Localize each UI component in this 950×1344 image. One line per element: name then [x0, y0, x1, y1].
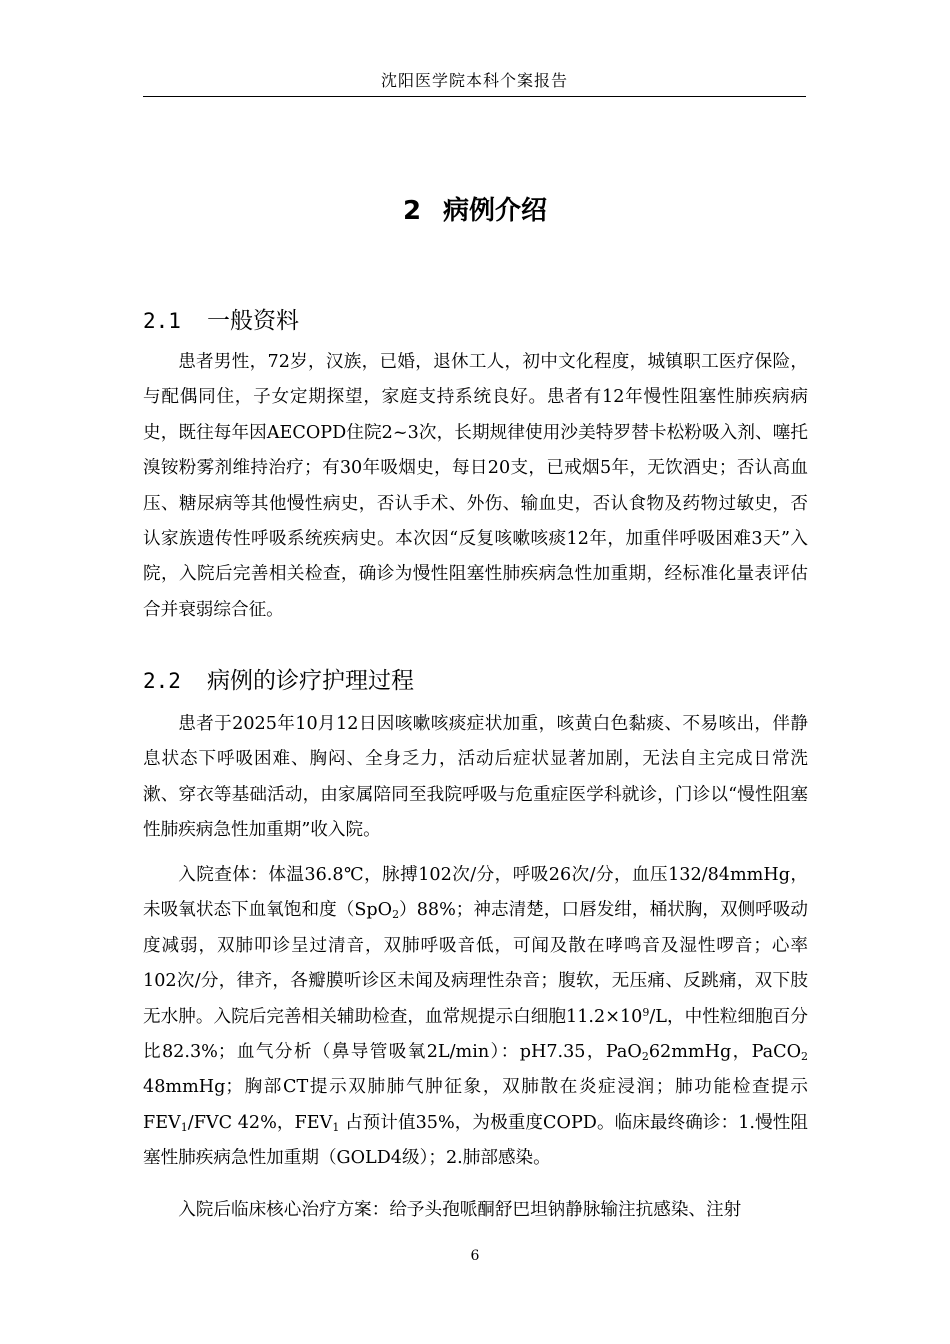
text-run: /L，中性粒细胞百分比82.3%；血气分析（鼻导管吸氧2L/min）：pH7.35，PaO	[143, 1006, 808, 1063]
subscript: 2	[801, 1050, 809, 1064]
paragraph-admission-history: 患者于2025年10月12日因咳嗽咳痰症状加重，咳黄白色黏痰、不易咳出，伴静息状态下呼吸困难、胸闷、全身乏力，活动后症状显著加剧，无法自主完成日常洗漱、穿衣等基础活动，由家属陪同至我院呼吸与危重症医学科就诊，门诊以“慢性阻塞性肺疾病急性加重期”收入院。	[143, 714, 808, 841]
page-number: 6	[470, 1248, 480, 1264]
chapter-title	[0, 190, 950, 227]
section-title-text: 病例的诊疗护理过程	[207, 668, 414, 694]
page-header: 沈阳医学院本科个案报告	[143, 68, 806, 97]
chapter-title-text: 病例介绍	[443, 196, 548, 226]
superscript: 9	[642, 1005, 650, 1019]
text-run: 占预计值35%，为极重度COPD。临床最终确诊：1.慢性阻塞性肺疾病急性加重期（GOLD4级）；2.肺部感染。	[143, 1112, 808, 1169]
section-number: 2.2	[143, 669, 181, 693]
text-run: 62mmHg，PaCO	[648, 1042, 802, 1063]
section-heading-treatment-process	[143, 662, 414, 695]
text-run: /FVC 42%，FEV	[187, 1112, 333, 1133]
section-heading-general-info	[143, 302, 299, 335]
paragraph-physical-exam	[143, 858, 808, 1177]
subscript: 2	[392, 908, 400, 922]
subscript: 1	[332, 1120, 340, 1134]
paragraph-general-info: 患者男性，72岁，汉族，已婚，退休工人，初中文化程度，城镇职工医疗保险，与配偶同住，子女定期探望，家庭支持系统良好。患者有12年慢性阻塞性肺疾病病史，既往每年因AECOPD住院2~3次，长期规律使用沙美特罗替卡松粉吸入剂、噻托溴铵粉雾剂维持治疗；有30年吸烟史，每日20支，已戒烟5年，无饮酒史；否认高血压、糖尿病等其他慢性病史，否认手术、外伤、输血史，否认食物及药物过敏史，否认家族遗传性呼吸系统疾病史。本次因“反复咳嗽咳痰12年，加重伴呼吸困难3天”入院，入院后完善相关检查，确诊为慢性阻塞性肺疾病急性加重期，经标准化量表评估合并衰弱综合征。	[143, 352, 808, 620]
section-title-text: 一般资料	[207, 308, 299, 334]
text-run: 入院查体：体温36.8℃，脉搏102次/分，呼吸26次/分，血压132/84mmHg，未吸氧状态下血氧饱和度（SpO	[143, 865, 808, 921]
subscript: 1	[180, 1120, 188, 1134]
section-number: 2.1	[143, 309, 181, 333]
paragraph-treatment-plan: 入院后临床核心治疗方案：给予头孢哌酮舒巴坦钠静脉输注抗感染、注射	[178, 1200, 742, 1220]
subscript: 2	[641, 1050, 649, 1064]
text-run: 48mmHg；胸部CT提示双肺肺气肿征象，双肺散在炎症浸润；肺功能检查提示FEV	[143, 1077, 808, 1133]
chapter-number: 2	[402, 196, 422, 226]
text-run: ）88%；神志清楚，口唇发绀，桶状胸，双侧呼吸动度减弱，双肺叩诊呈过清音，双肺呼吸音低，可闻及散在哮鸣音及湿性啰音；心率102次/分，律齐，各瓣膜听诊区未闻及病理性杂音；腹软，无压痛、反跳痛，双下肢无水肿。入院后完善相关辅助检查，血常规提示白细胞11.2×10	[143, 900, 809, 1027]
